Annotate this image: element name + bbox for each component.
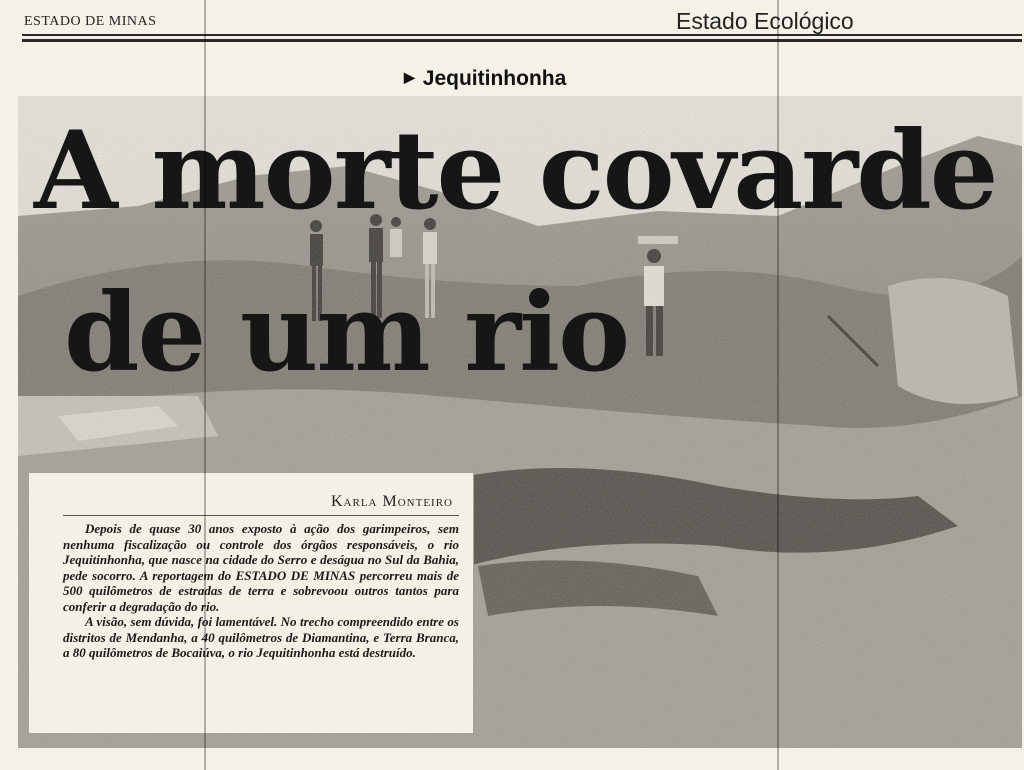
masthead-rule-top bbox=[22, 34, 1022, 36]
kicker-label: Jequitinhonha bbox=[422, 67, 567, 90]
paper-name: ESTADO DE MINAS bbox=[24, 14, 157, 29]
masthead-rule-bottom bbox=[22, 39, 1022, 42]
kicker bbox=[404, 67, 566, 91]
byline-divider bbox=[63, 515, 459, 516]
triangle-right-icon: ▶ bbox=[404, 69, 415, 85]
article-paragraph-1: Depois de quase 30 anos exposto à ação dos garimpeiros, sem nenhuma fiscalização ou controle dos órgãos responsáveis, o rio Jequitinhonha, que nasce na cidade do Serro e deságua no Sul da Bahia, pede socorro. A reportagem do ESTADO DE MINAS percorreu mais de 500 quilômetros de estradas de terra e sobrevoou outros tantos para conferir a degradação do rio. bbox=[63, 521, 459, 614]
article-body bbox=[63, 521, 459, 661]
byline: Karla Monteiro bbox=[331, 493, 453, 510]
article-text-box bbox=[28, 472, 474, 734]
fold-crease-right bbox=[777, 0, 779, 770]
headline-line-2: de um rio bbox=[64, 270, 629, 396]
section-name: Estado Ecológico bbox=[676, 8, 854, 34]
fold-crease-left bbox=[204, 0, 206, 770]
headline-line-1: A morte covarde bbox=[34, 108, 997, 234]
article-paragraph-2: A visão, sem dúvida, foi lamentável. No trecho compreendido entre os distritos de Mendanha, a 40 quilômetros de Diamantina, e Terra Branca, a 80 quilômetros de Bocaiúva, o rio Jequitinhonha está destruído. bbox=[63, 614, 459, 660]
